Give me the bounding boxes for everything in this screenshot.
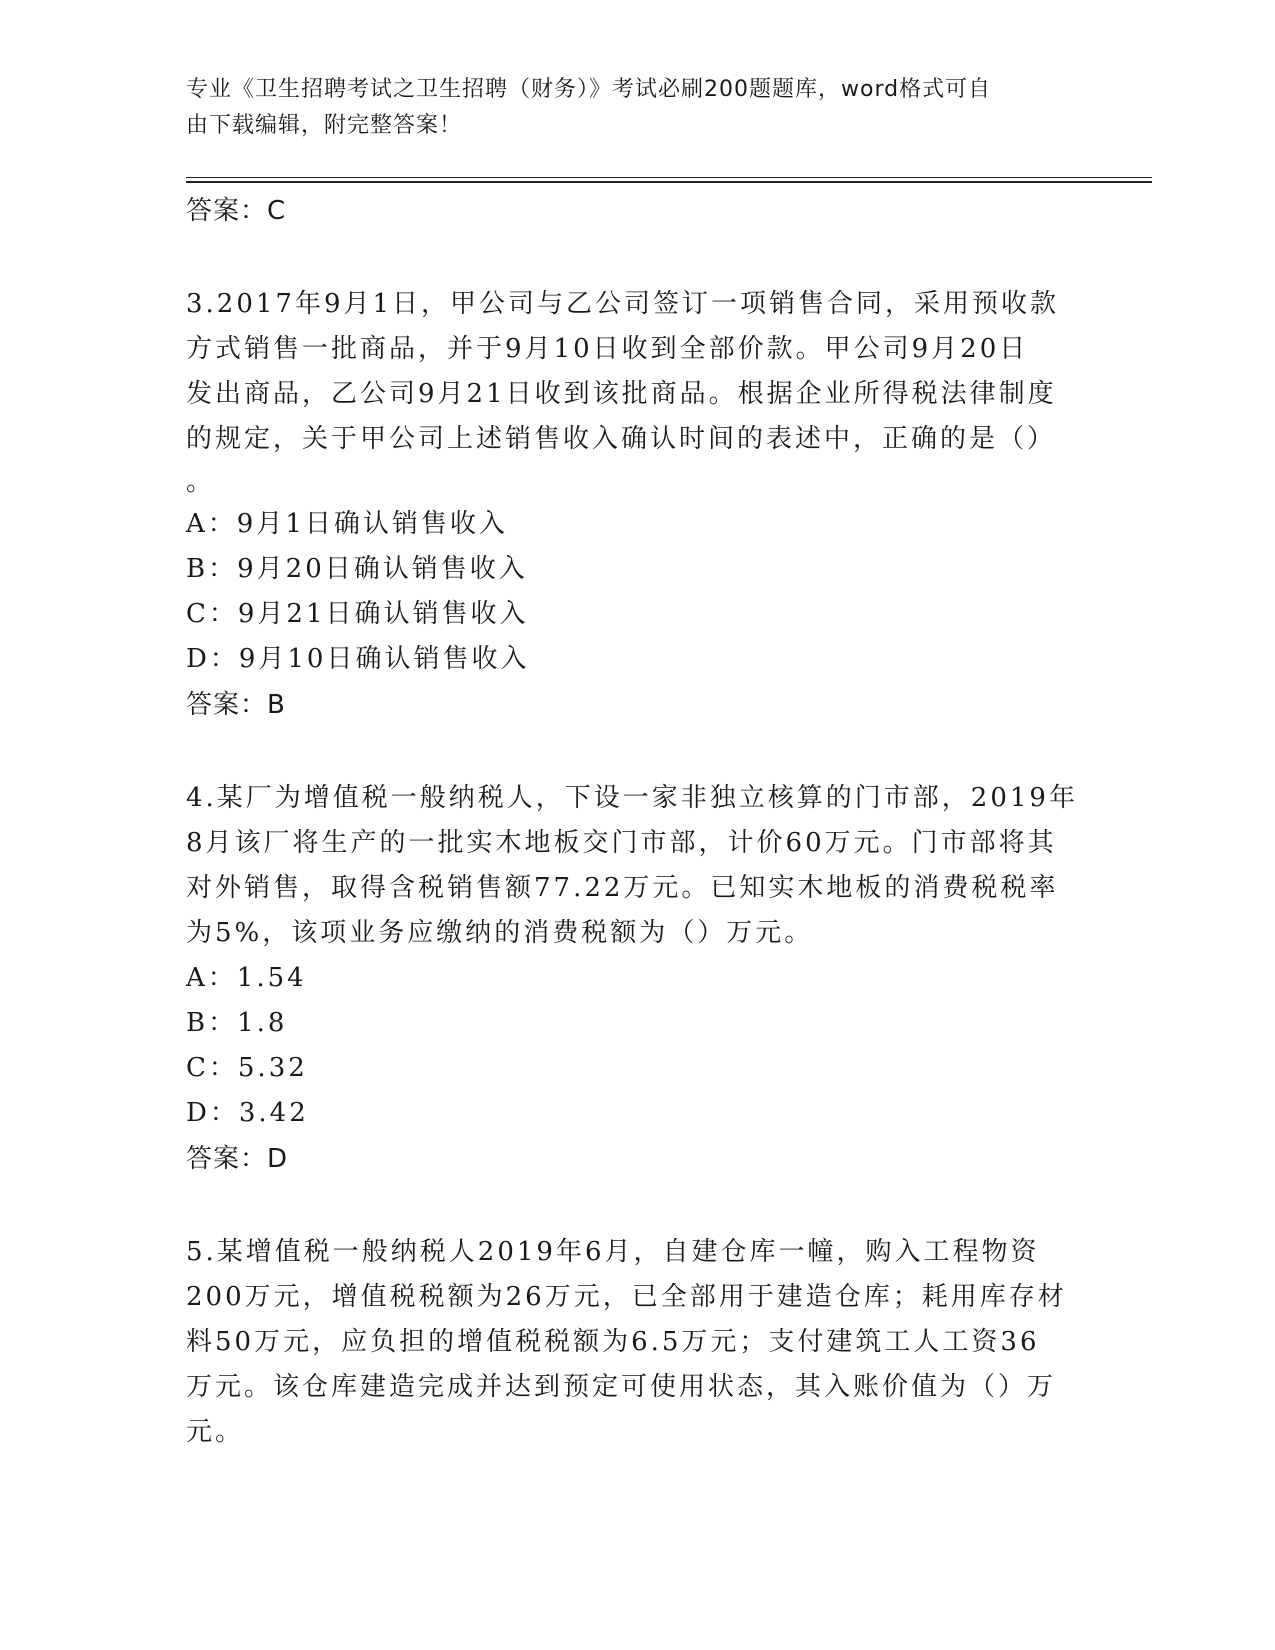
- question-4-options: [186, 956, 1086, 1136]
- question-4-line: 对外销售，取得含税销售额77.22万元。已知实木地板的消费税税率: [186, 873, 1059, 903]
- question-5-line: 元。: [186, 1417, 245, 1447]
- header-divider-thin: [186, 177, 1152, 178]
- option-c: C：5.32: [186, 1053, 308, 1083]
- answer-previous: 答案：C: [186, 196, 287, 226]
- option-c: C：9月21日确认销售收入: [186, 599, 529, 629]
- question-3-options: [186, 502, 1086, 682]
- page-content: [186, 188, 1086, 1455]
- header-divider-thick: [186, 181, 1152, 183]
- option-b: B：9月20日确认销售收入: [186, 554, 528, 584]
- question-5-line: 万元。该仓库建造完成并达到预定可使用状态，其入账价值为（）万: [186, 1372, 1057, 1402]
- option-a: A：9月1日确认销售收入: [186, 509, 508, 539]
- question-5-line: 料50万元，应负担的增值税税额为6.5万元；支付建筑工人工资36: [186, 1327, 1040, 1357]
- option-d: D：3.42: [186, 1098, 309, 1128]
- question-3-line: 的规定，关于甲公司上述销售收入确认时间的表述中，正确的是（）: [186, 424, 1057, 454]
- question-5: [186, 1230, 1086, 1455]
- header-line-2: 由下载编辑，附完整答案！: [186, 113, 463, 138]
- option-b: B：1.8: [186, 1008, 288, 1038]
- question-3-line: 。: [186, 467, 213, 497]
- question-3-line: 发出商品，乙公司9月21日收到该批商品。根据企业所得税法律制度: [186, 379, 1057, 409]
- question-4: [186, 776, 1086, 956]
- page-header: [186, 72, 1066, 144]
- spacer: [186, 728, 1086, 776]
- option-a: A：1.54: [186, 963, 307, 993]
- question-4-line: 为5%，该项业务应缴纳的消费税额为（）万元。: [186, 918, 814, 948]
- spacer: [186, 1182, 1086, 1230]
- answer-question-4: 答案：D: [186, 1144, 289, 1174]
- question-3-line: 3.2017年9月1日，甲公司与乙公司签订一项销售合同，采用预收款: [186, 289, 1060, 319]
- question-4-line: 4.某厂为增值税一般纳税人，下设一家非独立核算的门市部，2019年: [186, 783, 1078, 813]
- question-3: [186, 282, 1086, 502]
- question-3-line: 方式销售一批商品，并于9月10日收到全部价款。甲公司9月20日: [186, 334, 1029, 364]
- answer-question-3: 答案：B: [186, 690, 286, 720]
- question-5-line: 5.某增值税一般纳税人2019年6月，自建仓库一幢，购入工程物资: [186, 1237, 1040, 1267]
- header-line-1: 专业《卫生招聘考试之卫生招聘（财务）》考试必刷200题题库，word格式可自: [186, 77, 992, 102]
- spacer: [186, 234, 1086, 282]
- question-5-line: 200万元，增值税税额为26万元，已全部用于建造仓库；耗用库存材: [186, 1282, 1067, 1312]
- option-d: D：9月10日确认销售收入: [186, 644, 530, 674]
- question-4-line: 8月该厂将生产的一批实木地板交门市部，计价60万元。门市部将其: [186, 828, 1057, 858]
